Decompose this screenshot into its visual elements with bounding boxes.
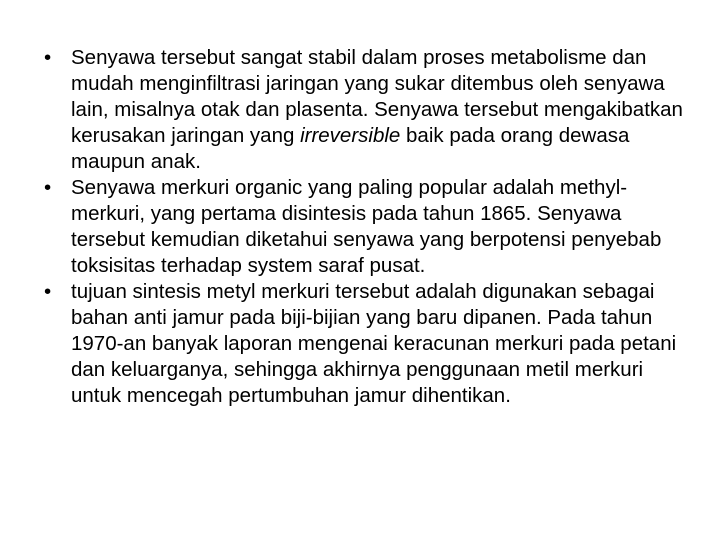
bullet-text-italic: irreversible bbox=[300, 124, 401, 147]
bullet-list bbox=[44, 45, 684, 409]
bullet-text-part2: baik pada orang dewasa maupun anak. bbox=[71, 124, 630, 173]
bullet-marker: • bbox=[44, 176, 52, 199]
bullet-item-stability bbox=[44, 45, 684, 175]
bullet-marker: • bbox=[44, 280, 52, 303]
bullet-text-part1: Senyawa tersebut sangat stabil dalam proses metabolisme dan mudah menginfiltrasi jaringan yang sukar ditembus oleh senyawa lain, misalnya otak dan plasenta. Senyawa tersebut mengakibatkan kerusakan jaringan yang bbox=[71, 46, 683, 147]
bullet-marker: • bbox=[44, 46, 52, 69]
bullet-item-methyl-merkuri bbox=[44, 175, 684, 279]
bullet-item-synthesis-purpose bbox=[44, 279, 684, 409]
bullet-text: tujuan sintesis metyl merkuri tersebut adalah digunakan sebagai bahan anti jamur pada biji-bijian yang baru dipanen. Pada tahun 1970-an banyak laporan mengenai keracunan merkuri pada petani dan keluarganya, sehingga akhirnya penggunaan metil merkuri untuk mencegah pertumbuhan jamur dihentikan. bbox=[71, 280, 677, 407]
bullet-text: Senyawa merkuri organic yang paling popular adalah methyl-merkuri, yang pertama disintesis pada tahun 1865. Senyawa tersebut kemudian diketahui senyawa yang berpotensi penyebab toksisitas terhadap system saraf pusat. bbox=[71, 176, 662, 277]
